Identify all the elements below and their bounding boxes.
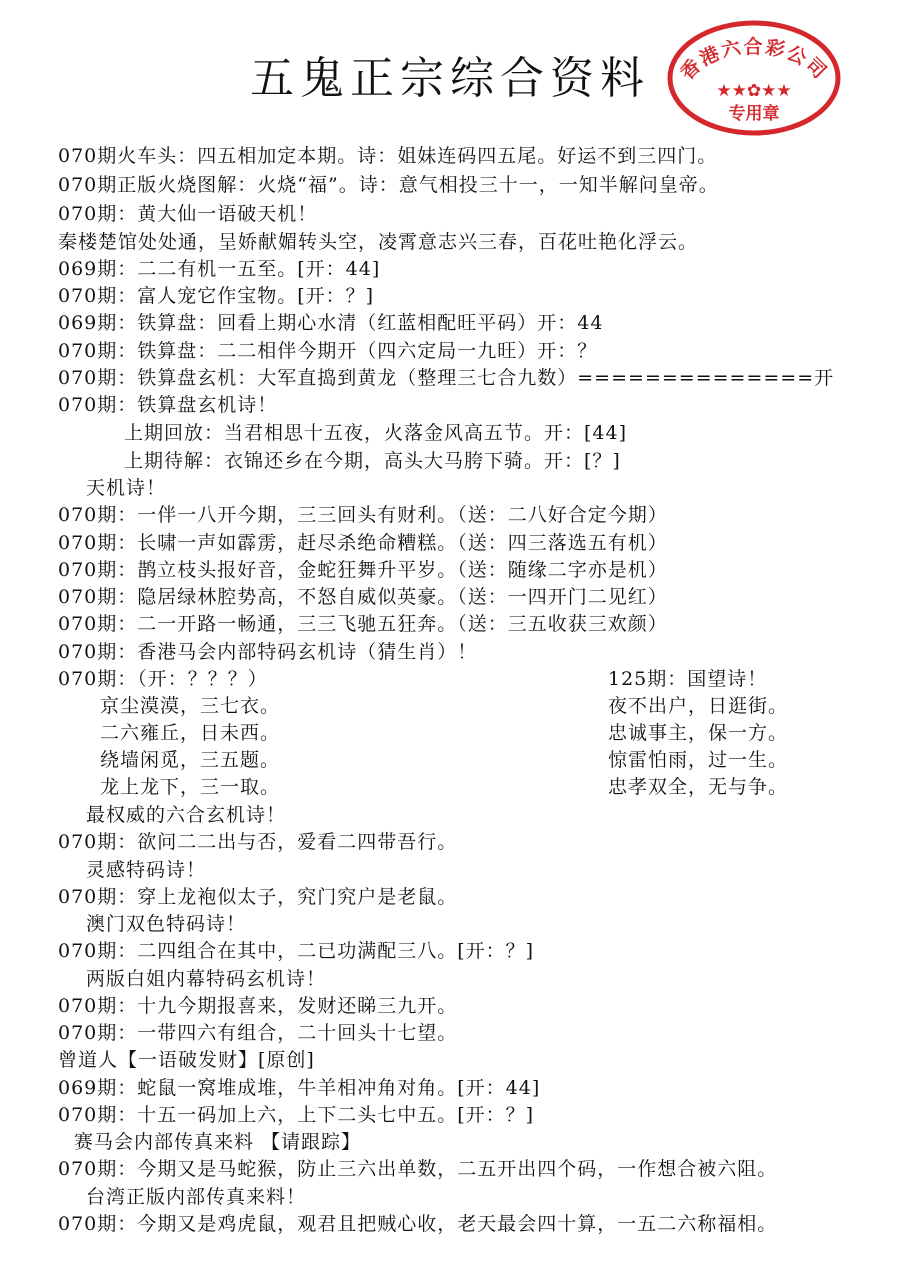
section-heading: 赛马会内部传真来料 【请跟踪】 <box>74 1131 362 1153</box>
poem-line: 绕墙闲觅，三五题。 <box>100 749 281 771</box>
section-heading: 天机诗！ <box>86 477 167 499</box>
seal-stars: ★★✿★★ <box>716 81 792 101</box>
text-line: 070期：十九今期报喜来，发财还睇三九开。 <box>58 995 458 1017</box>
right-poem-line: 夜不出户，日逛街。 <box>608 695 789 717</box>
text-line: 070期：今期又是鸡虎鼠，观君且把贼心收，老天最会四十算，一五二六称福相。 <box>58 1213 778 1235</box>
section-heading: 两版白姐内幕特码玄机诗！ <box>86 968 327 990</box>
page-title: 五鬼正宗综合资料 <box>250 53 650 104</box>
text-line: 070期：铁算盘玄机诗！ <box>58 394 278 416</box>
text-line: 070期：香港马会内部特码玄机诗（猜生肖）！ <box>58 641 478 663</box>
right-poem-line: 惊雷怕雨，过一生。 <box>608 749 789 771</box>
section-heading: 台湾正版内部传真来料！ <box>86 1186 307 1208</box>
text-line: 069期：二二有机一五至。[开：44] <box>58 258 381 280</box>
text-line: 070期：铁算盘玄机：大军直捣到黄龙（整理三七合九数）==============开 <box>58 367 835 389</box>
text-line: 070期：富人宠它作宝物。[开：？] <box>58 285 375 307</box>
right-poem-line: 忠诚事主，保一方。 <box>608 722 789 744</box>
text-line: 069期：蛇鼠一窝堆成堆，牛羊相冲角对角。[开：44] <box>58 1077 541 1099</box>
section-heading: 灵感特码诗！ <box>86 859 207 881</box>
section-heading: 曾道人【一语破发财】[原创] <box>58 1049 315 1071</box>
text-line: 070期：今期又是马蛇猴，防止三六出单数，二五开出四个码，一作想合被六阻。 <box>58 1158 778 1180</box>
text-line: 069期：铁算盘：回看上期心水清（红蓝相配旺平码）开：44 <box>58 312 604 334</box>
text-line: 070期：黄大仙一语破天机！ <box>58 203 318 225</box>
poem-line: 二六雍丘，日未西。 <box>100 722 281 744</box>
section-heading: 澳门双色特码诗！ <box>86 913 247 935</box>
text-line: 070期：长啸一声如霹雳，赶尽杀绝命糟糕。（送：四三落选五有机） <box>58 532 668 554</box>
text-line: 070期：十五一码加上六，上下二头七中五。[开：？] <box>58 1104 535 1126</box>
text-line: 070期：穿上龙袍似太子，究门究户是老鼠。 <box>58 886 458 908</box>
poem-line: 京尘漠漠，三七衣。 <box>100 695 281 717</box>
text-line: 070期：二一开路一畅通，三三飞驰五狂奔。（送：三五收获三欢颜） <box>58 613 668 635</box>
seal-top-text: 香港六合彩公司 <box>676 35 832 85</box>
text-line: 上期待解：衣锦还乡在今期，高头大马胯下骑。开：[？] <box>124 450 621 472</box>
text-line: 070期：鹊立枝头报好音，金蛇狂舞升平岁。（送：随缘二字亦是机） <box>58 559 668 581</box>
text-line: 上期回放：当君相思十五夜，火落金风高五节。开：[44] <box>124 422 628 444</box>
text-line: 秦楼楚馆处处通，呈娇献媚转头空，凌霄意志兴三春，百花吐艳化浮云。 <box>58 231 699 253</box>
text-line: 070期：一伴一八开今期，三三回头有财利。（送：二八好合定今期） <box>58 504 668 526</box>
poem-line: 龙上龙下，三一取。 <box>100 776 281 798</box>
text-line: 070期：铁算盘：二二相伴今期开（四六定局一九旺）开：？ <box>58 340 598 362</box>
text-line: 070期：二四组合在其中，二已功满配三八。[开：？] <box>58 940 535 962</box>
text-line: 070期：隐居绿林腔势高，不怒自威似英豪。（送：一四开门二见红） <box>58 586 668 608</box>
svg-text:香港六合彩公司 <box>676 35 832 84</box>
company-seal <box>664 18 844 138</box>
text-line: 070期：（开：？？？） <box>58 668 268 690</box>
text-line: 070期：一带四六有组合，二十回头十七望。 <box>58 1022 458 1044</box>
text-line: 070期火车头：四五相加定本期。诗：姐妹连码四五尾。好运不到三四门。 <box>58 145 718 167</box>
seal-bottom-text: 专用章 <box>728 104 780 124</box>
right-poem-heading: 125期：国望诗！ <box>608 668 768 690</box>
text-line: 070期：欲问二二出与否，爱看二四带吾行。 <box>58 831 458 853</box>
text-line: 070期正版火烧图解：火烧“福”。诗：意气相投三十一，一知半解问皇帝。 <box>58 174 719 196</box>
right-poem-line: 忠孝双全，无与争。 <box>608 776 789 798</box>
section-heading: 最权威的六合玄机诗！ <box>86 804 287 826</box>
